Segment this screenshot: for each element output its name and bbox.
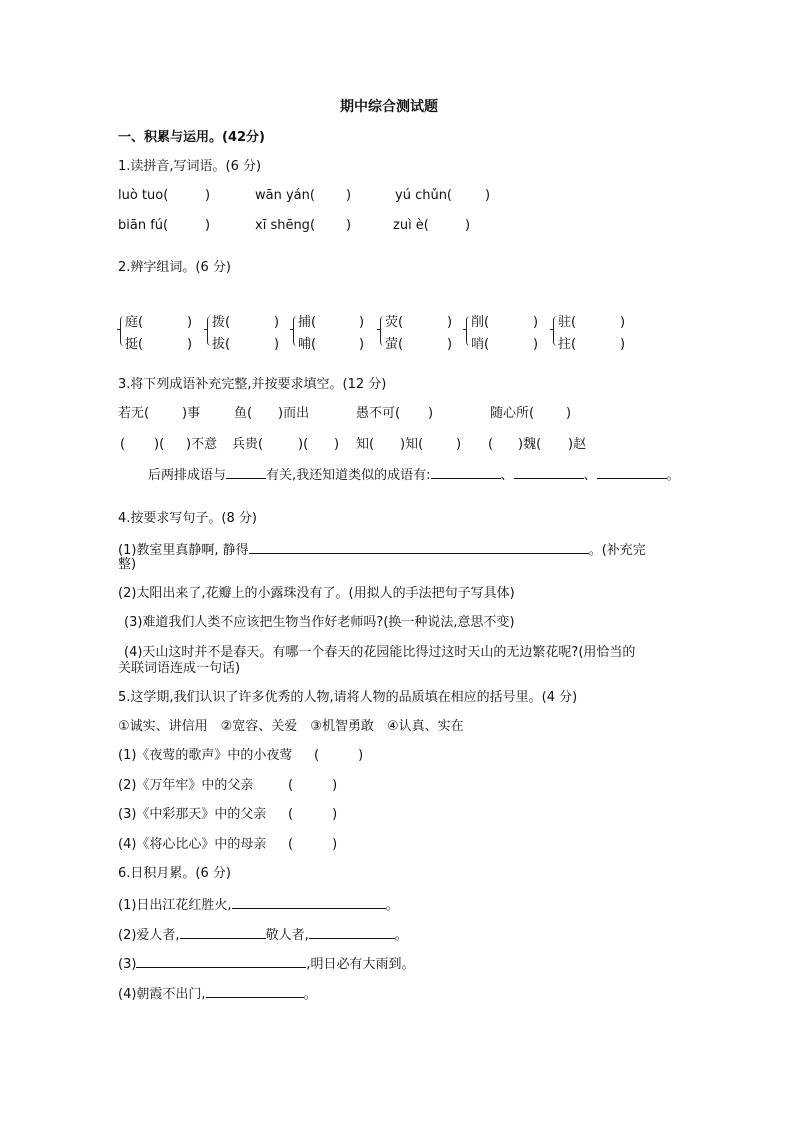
fill-text: 、 — [500, 468, 514, 483]
sentence-3: (3)难道我们人类不应该把生物当作好老师吗?(换一种说法,意思不变) — [124, 615, 515, 630]
char-item: 哺( — [298, 337, 317, 352]
fill-text: 有关,我还知道类似的成语有: — [266, 468, 431, 483]
question-3-heading: 3.将下列成语补充完整,并按要求填空。(12 分) — [118, 377, 387, 392]
section-heading: 一、积累与运用。(42分) — [118, 130, 265, 145]
answer-blank[interactable] — [226, 466, 266, 479]
question-4-heading: 4.按要求写句子。(8 分) — [118, 511, 257, 526]
pinyin-item: yú chǔn( — [395, 188, 453, 203]
answer-blank[interactable] — [431, 466, 501, 479]
quality-options: ①诚实、讲信用 ②宽容、关爱 ③机智勇敢 ④认真、实在 — [118, 719, 464, 734]
fill-text: 、 — [583, 468, 597, 483]
idiom-part: 兵贵( — [232, 437, 264, 452]
recite-line-3: (3) ,明日必有大雨到。 — [118, 957, 415, 972]
char-item: 拄( — [558, 337, 577, 352]
idiom-part: )赵 — [568, 437, 587, 452]
paren-close: ) — [485, 188, 491, 203]
sentence-1-cont: 整) — [118, 557, 137, 572]
sentence-1: (1)教室里真静啊, 静得 。(补充完 — [118, 543, 646, 558]
recite-line-4: (4)朝霞不出门, 。 — [118, 987, 317, 1002]
pinyin-item: biān fú( — [118, 218, 169, 233]
question-2-heading: 2.辨字组词。(6 分) — [118, 260, 231, 275]
char-item: 捕( — [298, 315, 317, 330]
answer-blank[interactable] — [232, 896, 386, 909]
paren-close: ) — [274, 315, 280, 330]
idiom-part: 随心所( — [490, 406, 535, 421]
idiom-part: )魏( — [518, 437, 542, 452]
sentence-2: (2)太阳出来了,花瓣上的小露珠没有了。(用拟人的手法把句子写具体) — [118, 586, 515, 601]
paren-close: ) — [359, 315, 365, 330]
paren-close: ) — [620, 315, 626, 330]
idiom-part: )不意 — [186, 437, 218, 452]
idiom-part: 愚不可( — [356, 406, 401, 421]
paren-close: ) — [187, 337, 193, 352]
answer-paren: ( ) — [314, 748, 364, 763]
paren-close: ) — [205, 218, 211, 233]
idiom-part: )而出 — [278, 406, 310, 421]
idiom-part: ) — [566, 406, 572, 421]
paren-close: ) — [447, 337, 453, 352]
paren-close: ) — [620, 337, 626, 352]
pinyin-item: wān yán( — [255, 188, 315, 203]
idiom-part: )( — [154, 437, 165, 452]
paren-close: ) — [465, 218, 471, 233]
idiom-part: 知( — [356, 437, 375, 452]
answer-paren: ( ) — [288, 807, 338, 822]
paren-close: ) — [447, 315, 453, 330]
paren-close: ) — [533, 337, 539, 352]
paren-close: ) — [205, 188, 211, 203]
question-5-heading: 5.这学期,我们认识了许多优秀的人物,请将人物的品质填在相应的括号里。(4 分) — [118, 690, 578, 705]
paren-close: ) — [187, 315, 193, 330]
fill-text: 后两排成语与 — [148, 468, 227, 483]
idiom-part: ) — [334, 437, 340, 452]
page-title: 期中综合测试题 — [340, 99, 438, 115]
idiom-part: ) — [428, 406, 434, 421]
idiom-part: )( — [298, 437, 309, 452]
question-6-heading: 6.日积月累。(6 分) — [118, 866, 231, 881]
idiom-part: 鱼( — [234, 406, 253, 421]
fill-text: 。 — [666, 468, 680, 483]
list-item: (1)《夜莺的歌声》中的小夜莺 — [118, 748, 293, 763]
list-item: (3)《中彩那天》中的父亲 — [118, 807, 267, 822]
char-item: 哨( — [471, 337, 490, 352]
answer-paren: ( ) — [288, 837, 338, 852]
idiom-part: 若无( — [118, 406, 150, 421]
answer-blank[interactable] — [514, 466, 584, 479]
idiom-part: )事 — [182, 406, 201, 421]
paren-close: ) — [346, 188, 352, 203]
recite-line-2: (2)爱人者, 敬人者, 。 — [118, 928, 408, 943]
paren-close: ) — [346, 218, 352, 233]
idiom-fill-line — [148, 466, 680, 484]
answer-blank[interactable] — [136, 955, 306, 968]
idiom-part: )知( — [400, 437, 424, 452]
recite-line-1: (1)日出江花红胜火, 。 — [118, 898, 399, 913]
list-item: (2)《万年牢》中的父亲 — [118, 778, 254, 793]
char-item: 拨( — [212, 315, 231, 330]
answer-blank[interactable] — [309, 926, 395, 939]
idiom-part: ) — [456, 437, 462, 452]
paren-close: ) — [533, 315, 539, 330]
answer-blank[interactable] — [206, 985, 304, 998]
char-item: 萤( — [385, 337, 404, 352]
answer-blank[interactable] — [249, 541, 589, 554]
answer-paren: ( ) — [288, 778, 338, 793]
pinyin-item: xī shēng( — [255, 218, 316, 233]
sentence-4-cont: 关联词语连成一句话) — [118, 661, 241, 676]
idiom-part: ( — [120, 437, 126, 452]
sentence-4: (4)天山这时并不是春天。有哪一个春天的花园能比得过这时天山的无边繁花呢?(用恰当的 — [124, 645, 636, 660]
char-item: 驻( — [558, 315, 577, 330]
answer-blank[interactable] — [597, 466, 667, 479]
char-item: 拔( — [212, 337, 231, 352]
answer-blank[interactable] — [180, 926, 266, 939]
pinyin-item: zuì è( — [393, 218, 429, 233]
char-item: 削( — [471, 315, 490, 330]
char-item: 庭( — [125, 315, 144, 330]
char-item: 荧( — [385, 315, 404, 330]
paren-close: ) — [359, 337, 365, 352]
paren-close: ) — [274, 337, 280, 352]
pinyin-item: luò tuo( — [118, 188, 169, 203]
list-item: (4)《将心比心》中的母亲 — [118, 837, 267, 852]
idiom-part: ( — [488, 437, 494, 452]
question-1-heading: 1.读拼音,写词语。(6 分) — [118, 159, 262, 174]
char-item: 挺( — [125, 337, 144, 352]
